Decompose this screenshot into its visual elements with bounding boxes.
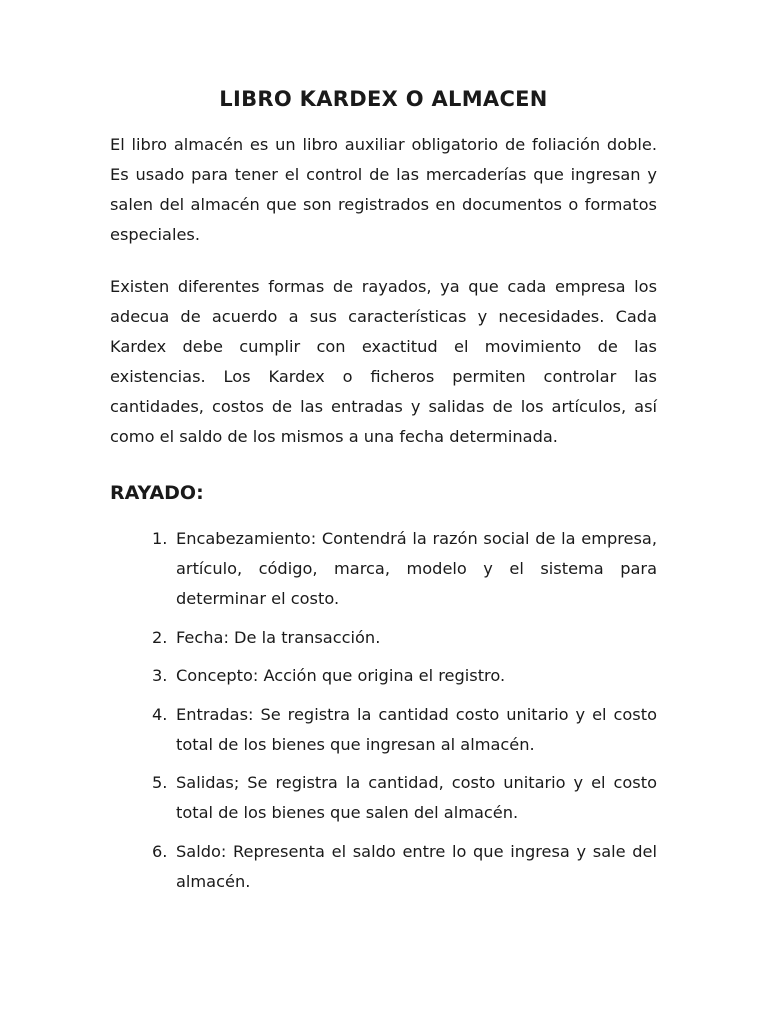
rayado-list: [110, 524, 657, 897]
list-item-text: Encabezamiento: Contendrá la razón social de la empresa, artículo, código, marca, modelo y el sistema para determinar el costo.: [176, 529, 657, 608]
list-item-text: Fecha: De la transacción.: [176, 627, 381, 647]
list-item: [110, 661, 657, 691]
list-item-text: Saldo: Representa el saldo entre lo que ingresa y sale del almacén.: [176, 841, 657, 891]
document-page: [110, 0, 657, 905]
list-item: [110, 623, 657, 653]
list-item-text: Entradas: Se registra la cantidad costo unitario y el costo total de los bienes que ingresan al almacén.: [176, 704, 657, 754]
list-item: [110, 524, 657, 614]
rayados-paragraph: Existen diferentes formas de rayados, ya que cada empresa los adecua de acuerdo a sus características y necesidades. Cada Kardex debe cumplir con exactitud el movimiento de las existencias. Los Kardex o ficheros permiten controlar las cantidades, costos de las entradas y salidas de los artículos, así como el saldo de los mismos a una fecha determinada.: [110, 277, 657, 446]
section-heading-rayado: RAYADO:: [110, 482, 204, 504]
list-item-number: 5.: [152, 773, 168, 792]
list-item-number: 4.: [152, 704, 168, 724]
list-item-number: 2.: [152, 627, 168, 647]
intro-paragraph: El libro almacén es un libro auxiliar obligatorio de foliación doble. Es usado para tener el control de las mercaderías que ingresan y salen del almacén que son registrados en documentos o formatos especiales.: [110, 135, 657, 244]
list-item: [110, 768, 657, 828]
document-title: LIBRO KARDEX O ALMACEN: [219, 87, 548, 111]
list-item-number: 6.: [152, 841, 168, 861]
list-item: [110, 837, 657, 897]
list-item-number: 1.: [152, 529, 168, 548]
list-item-text: Concepto: Acción que origina el registro.: [176, 666, 506, 685]
list-item: [110, 700, 657, 760]
list-item-text: Salidas; Se registra la cantidad, costo unitario y el costo total de los bienes que salen del almacén.: [176, 773, 657, 822]
list-item-number: 3.: [152, 666, 168, 685]
